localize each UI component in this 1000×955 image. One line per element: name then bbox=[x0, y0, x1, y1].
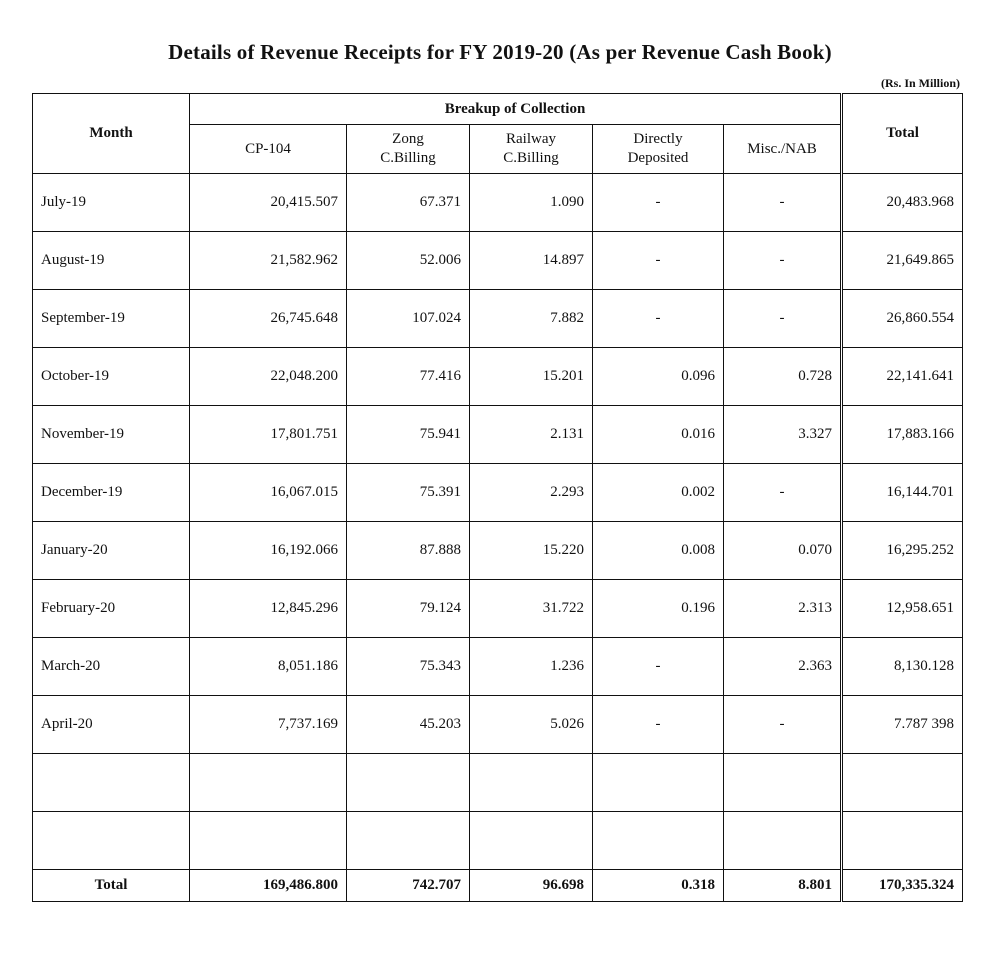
zong-cell bbox=[347, 754, 470, 812]
cp104-cell: 16,067.015 bbox=[190, 464, 347, 522]
railway-cell: 14.897 bbox=[470, 232, 593, 290]
totals-label: Total bbox=[33, 870, 190, 902]
misc-cell: - bbox=[724, 696, 842, 754]
table-row bbox=[33, 812, 963, 870]
month-cell bbox=[33, 754, 190, 812]
cp104-cell: 12,845.296 bbox=[190, 580, 347, 638]
header-total: Total bbox=[842, 94, 963, 174]
railway-cell: 15.220 bbox=[470, 522, 593, 580]
month-cell bbox=[33, 812, 190, 870]
table-row bbox=[33, 580, 963, 638]
cp104-cell: 21,582.962 bbox=[190, 232, 347, 290]
totals-total-cell: 170,335.324 bbox=[842, 870, 963, 902]
total-cell: 20,483.968 bbox=[842, 174, 963, 232]
misc-cell: 0.728 bbox=[724, 348, 842, 406]
header-month: Month bbox=[33, 94, 190, 174]
zong-cell: 45.203 bbox=[347, 696, 470, 754]
misc-cell: - bbox=[724, 464, 842, 522]
header-breakup: Breakup of Collection bbox=[190, 94, 842, 125]
direct-cell: 0.002 bbox=[593, 464, 724, 522]
total-cell bbox=[842, 812, 963, 870]
header-col-misc: Misc./NAB bbox=[724, 125, 842, 174]
total-cell: 16,144.701 bbox=[842, 464, 963, 522]
direct-cell: 0.096 bbox=[593, 348, 724, 406]
misc-cell: 2.363 bbox=[724, 638, 842, 696]
direct-cell bbox=[593, 812, 724, 870]
zong-cell: 75.343 bbox=[347, 638, 470, 696]
zong-cell: 67.371 bbox=[347, 174, 470, 232]
direct-cell: 0.196 bbox=[593, 580, 724, 638]
month-cell: November-19 bbox=[33, 406, 190, 464]
totals-railway-cell: 96.698 bbox=[470, 870, 593, 902]
cp104-cell: 7,737.169 bbox=[190, 696, 347, 754]
header-col-cp104: CP-104 bbox=[190, 125, 347, 174]
direct-cell: - bbox=[593, 696, 724, 754]
zong-cell: 87.888 bbox=[347, 522, 470, 580]
month-cell: July-19 bbox=[33, 174, 190, 232]
direct-cell: 0.008 bbox=[593, 522, 724, 580]
direct-cell: - bbox=[593, 638, 724, 696]
misc-cell: 3.327 bbox=[724, 406, 842, 464]
total-cell: 17,883.166 bbox=[842, 406, 963, 464]
cp104-cell: 17,801.751 bbox=[190, 406, 347, 464]
misc-cell: 2.313 bbox=[724, 580, 842, 638]
zong-cell bbox=[347, 812, 470, 870]
railway-cell: 5.026 bbox=[470, 696, 593, 754]
unit-note: (Rs. In Million) bbox=[880, 76, 960, 90]
cp104-cell bbox=[190, 812, 347, 870]
month-cell: August-19 bbox=[33, 232, 190, 290]
cp104-cell: 16,192.066 bbox=[190, 522, 347, 580]
zong-cell: 52.006 bbox=[347, 232, 470, 290]
table-row bbox=[33, 638, 963, 696]
totals-misc-cell: 8.801 bbox=[724, 870, 842, 902]
railway-cell bbox=[470, 812, 593, 870]
total-cell: 21,649.865 bbox=[842, 232, 963, 290]
header-col-railway: Railway C.Billing bbox=[470, 125, 593, 174]
table-row bbox=[33, 290, 963, 348]
month-cell: December-19 bbox=[33, 464, 190, 522]
table-row bbox=[33, 522, 963, 580]
cp104-cell: 22,048.200 bbox=[190, 348, 347, 406]
month-cell: September-19 bbox=[33, 290, 190, 348]
totals-row bbox=[33, 870, 963, 902]
railway-cell: 31.722 bbox=[470, 580, 593, 638]
railway-cell: 7.882 bbox=[470, 290, 593, 348]
total-cell: 22,141.641 bbox=[842, 348, 963, 406]
misc-cell bbox=[724, 812, 842, 870]
direct-cell: - bbox=[593, 232, 724, 290]
misc-cell: - bbox=[724, 290, 842, 348]
table-row bbox=[33, 464, 963, 522]
month-cell: January-20 bbox=[33, 522, 190, 580]
table-row bbox=[33, 406, 963, 464]
zong-cell: 79.124 bbox=[347, 580, 470, 638]
table-row bbox=[33, 696, 963, 754]
misc-cell: - bbox=[724, 232, 842, 290]
total-cell: 12,958.651 bbox=[842, 580, 963, 638]
table-row bbox=[33, 348, 963, 406]
railway-cell: 2.293 bbox=[470, 464, 593, 522]
total-cell: 8,130.128 bbox=[842, 638, 963, 696]
misc-cell: 0.070 bbox=[724, 522, 842, 580]
cp104-cell: 8,051.186 bbox=[190, 638, 347, 696]
page-title: Details of Revenue Receipts for FY 2019-20 (As per Revenue Cash Book) bbox=[168, 40, 832, 64]
month-cell: October-19 bbox=[33, 348, 190, 406]
cp104-cell: 20,415.507 bbox=[190, 174, 347, 232]
totals-direct-cell: 0.318 bbox=[593, 870, 724, 902]
zong-cell: 107.024 bbox=[347, 290, 470, 348]
zong-cell: 77.416 bbox=[347, 348, 470, 406]
month-cell: March-20 bbox=[33, 638, 190, 696]
header-col-zong: Zong C.Billing bbox=[347, 125, 470, 174]
month-cell: February-20 bbox=[33, 580, 190, 638]
total-cell bbox=[842, 754, 963, 812]
table-row bbox=[33, 754, 963, 812]
cp104-cell bbox=[190, 754, 347, 812]
table-row bbox=[33, 232, 963, 290]
total-cell: 7.787 398 bbox=[842, 696, 963, 754]
cp104-cell: 26,745.648 bbox=[190, 290, 347, 348]
totals-zong-cell: 742.707 bbox=[347, 870, 470, 902]
month-cell: April-20 bbox=[33, 696, 190, 754]
direct-cell: 0.016 bbox=[593, 406, 724, 464]
railway-cell: 1.090 bbox=[470, 174, 593, 232]
misc-cell bbox=[724, 754, 842, 812]
direct-cell: - bbox=[593, 290, 724, 348]
total-cell: 26,860.554 bbox=[842, 290, 963, 348]
header-col-direct: Directly Deposited bbox=[593, 125, 724, 174]
totals-cp104-cell: 169,486.800 bbox=[190, 870, 347, 902]
misc-cell: - bbox=[724, 174, 842, 232]
direct-cell bbox=[593, 754, 724, 812]
direct-cell: - bbox=[593, 174, 724, 232]
railway-cell bbox=[470, 754, 593, 812]
railway-cell: 15.201 bbox=[470, 348, 593, 406]
total-cell: 16,295.252 bbox=[842, 522, 963, 580]
railway-cell: 2.131 bbox=[470, 406, 593, 464]
zong-cell: 75.391 bbox=[347, 464, 470, 522]
zong-cell: 75.941 bbox=[347, 406, 470, 464]
revenue-table bbox=[32, 93, 963, 902]
table-row bbox=[33, 174, 963, 232]
railway-cell: 1.236 bbox=[470, 638, 593, 696]
